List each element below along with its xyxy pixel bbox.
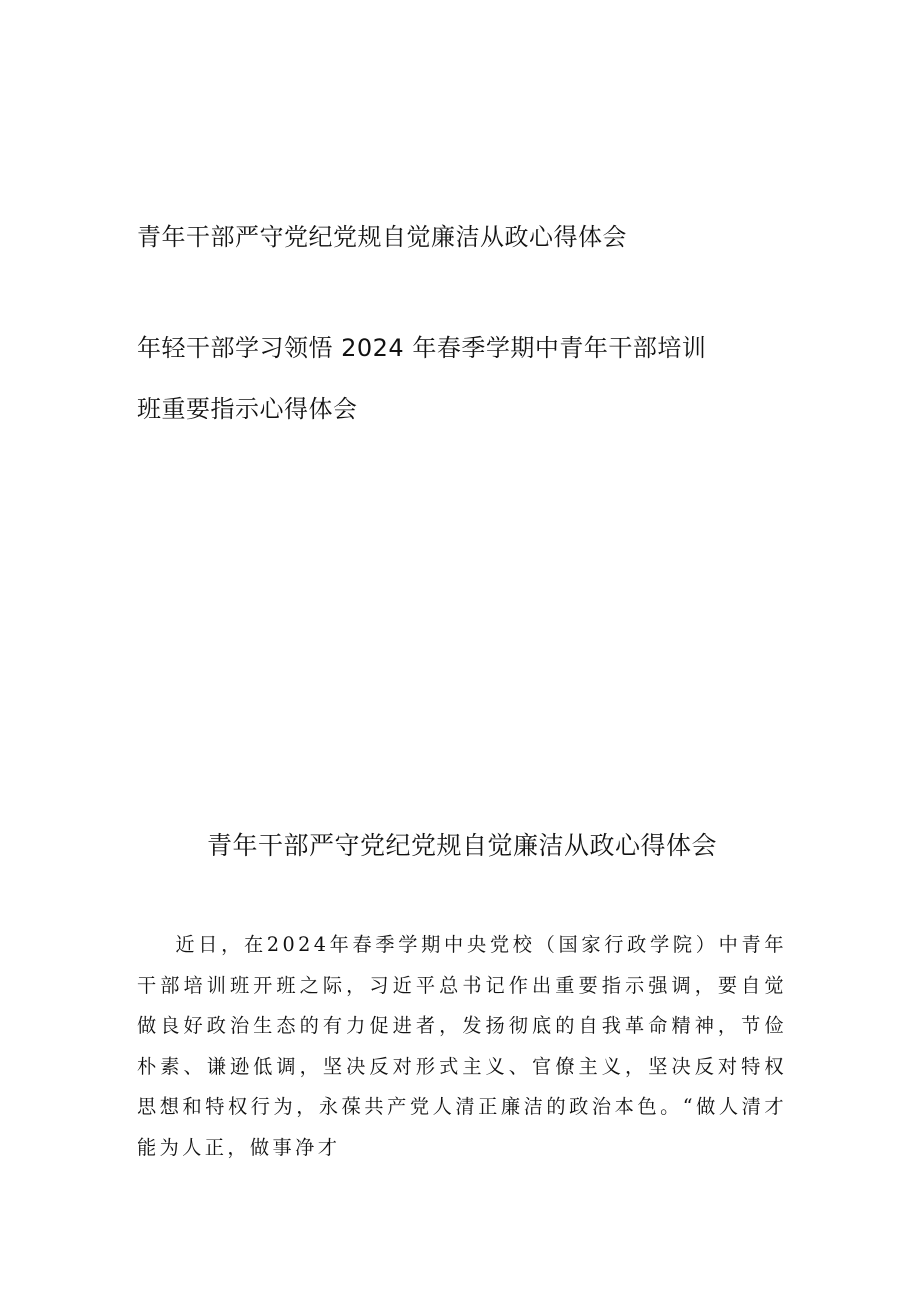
- toc-item-1-title: 青年干部严守党纪党规自觉廉洁从政心得体会: [137, 223, 627, 251]
- article-title: 青年干部严守党纪党规自觉廉洁从政心得体会: [206, 831, 717, 860]
- toc-item-2-title-line1: 年轻干部学习领悟 2024 年春季学期中青年干部培训: [137, 334, 707, 362]
- article-paragraph-1: 近日，在2024年春季学期中央党校（国家行政学院）中青年干部培训班开班之际，习近平总书记作出重要指示强调，要自觉做良好政治生态的有力促进者，发扬彻底的自我革命精神，节俭朴素、谦逊低调，坚决反对形式主义、官僚主义，坚决反对特权思想和特权行为，永葆共产党人清正廉洁的政治本色。“做人清才能为人正，做事净才: [137, 933, 787, 1159]
- toc-item-2-title-line2: 班重要指示心得体会: [137, 395, 358, 423]
